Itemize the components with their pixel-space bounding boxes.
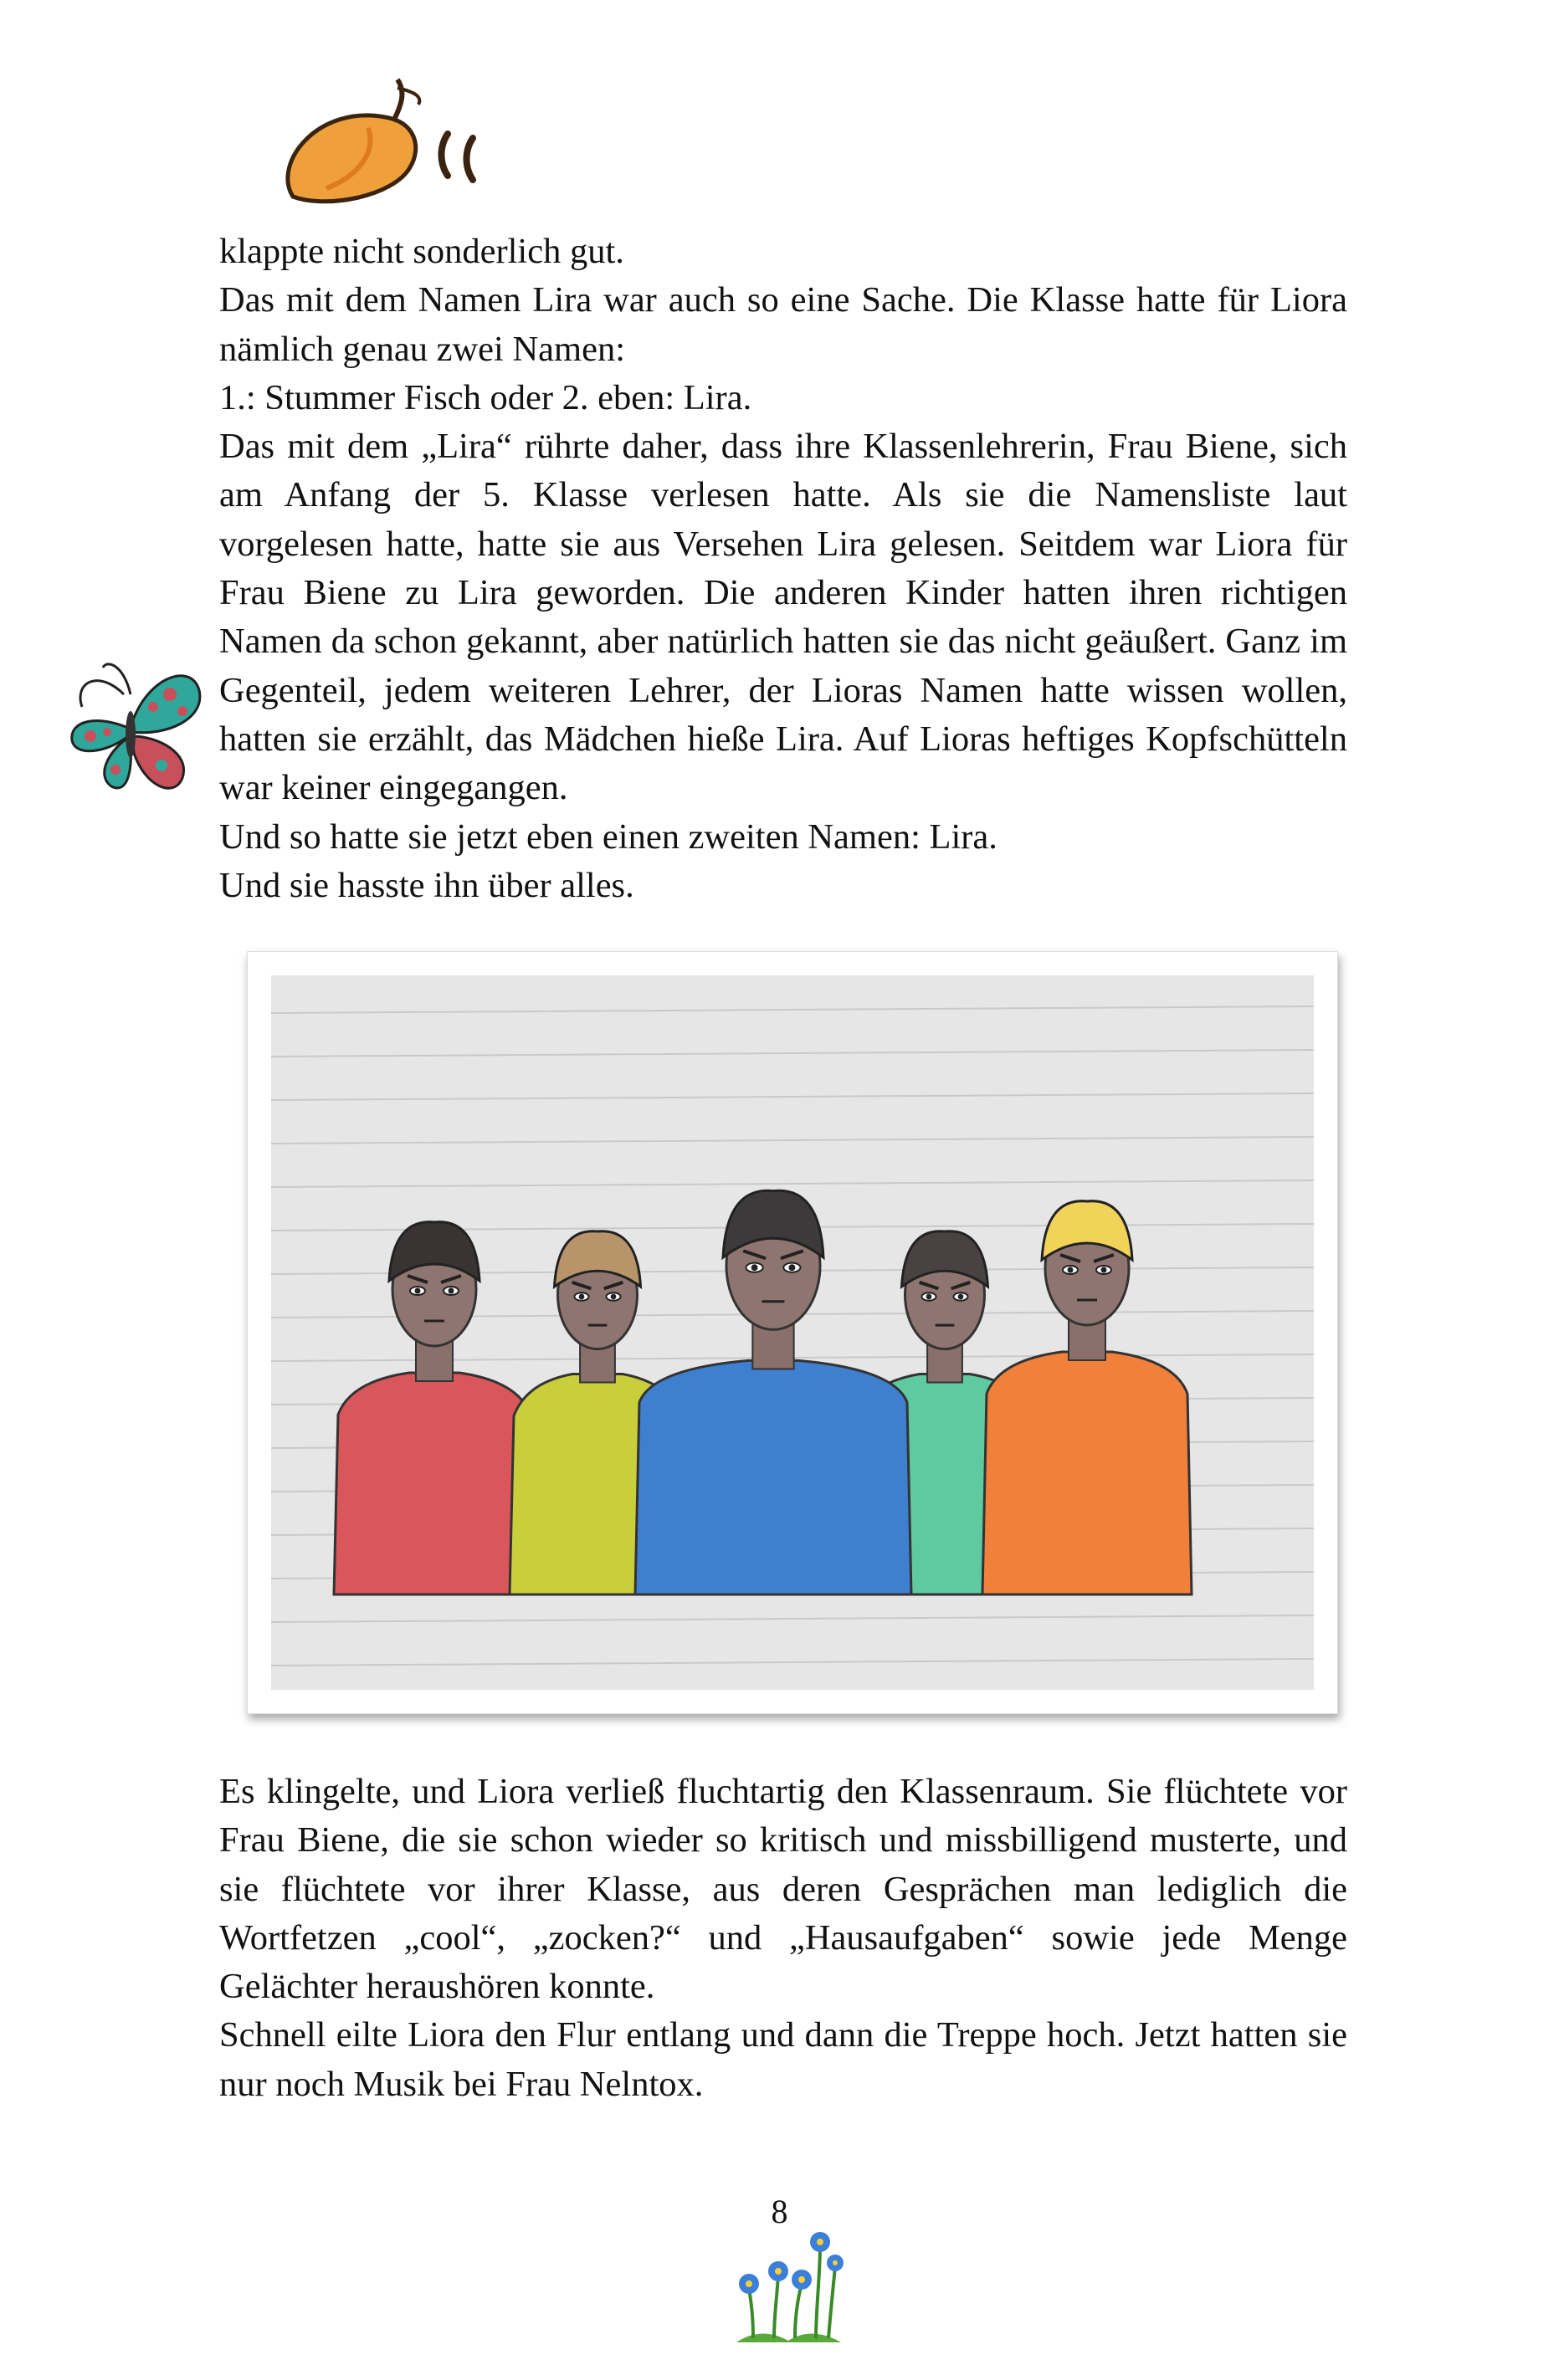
paragraph: Das mit dem „Lira“ rührte daher, dass ihre Klassenlehrerin, Frau Biene, sich am Anfang der 5. Klasse verlesen hatte. Als sie die Namensliste laut vorgelesen hatte, hatte sie aus Versehen Lira gelesen. Seitdem war Liora für Frau Biene zu Lira geworden. Die anderen Kinder hatten ihren richtigen Namen da schon gekannt, aber natürlich hatten sie das nicht geäußert. Ganz im Gegenteil, jedem weiteren Lehrer, der Lioras Namen hatte wissen wollen, hatten sie erzählt, das Mädchen hieße Lira. Auf Lioras heftiges Kopfschütteln war keiner eingegangen. [219, 427, 1347, 808]
paragraph: Schnell eilte Liora den Flur entlang und dann die Treppe hoch. Jetzt hatten sie nur noch Musik bei Frau Nelntox. [219, 2015, 1347, 2104]
text-block-top [219, 228, 1347, 910]
illustration-five-boys [271, 975, 1314, 1690]
butterfly-icon [65, 661, 203, 799]
leaf-icon [268, 71, 510, 213]
paragraph: klappte nicht sonderlich gut. [219, 232, 624, 271]
text-block-bottom [219, 1768, 1347, 2109]
paragraph: Es klingelte, und Liora verließ fluchtartig den Klassenraum. Sie flüchtete vor Frau Biene, die sie schon wieder so kritisch und missbilligend musterte, und sie flüchtete vor ihrer Klasse, aus deren Gesprächen man lediglich die Wortfetzen „cool“, „zocken?“ und „Hausaufgaben“ sowie jede Menge Gelächter heraushören konnte. [219, 1772, 1347, 2007]
paragraph: Das mit dem Namen Lira war auch so eine Sache. Die Klasse hatte für Liora nämlich genau zwei Namen: [219, 280, 1347, 369]
illustration-frame [247, 951, 1338, 1714]
paragraph: Und sie hasste ihn über alles. [219, 865, 634, 905]
paragraph: 1.: Stummer Fisch oder 2. eben: Lira. [219, 377, 752, 417]
page-number: 8 [771, 2193, 788, 2230]
paragraph: Und so hatte sie jetzt eben einen zweiten Namen: Lira. [219, 816, 997, 857]
flowers-icon [728, 2225, 849, 2351]
